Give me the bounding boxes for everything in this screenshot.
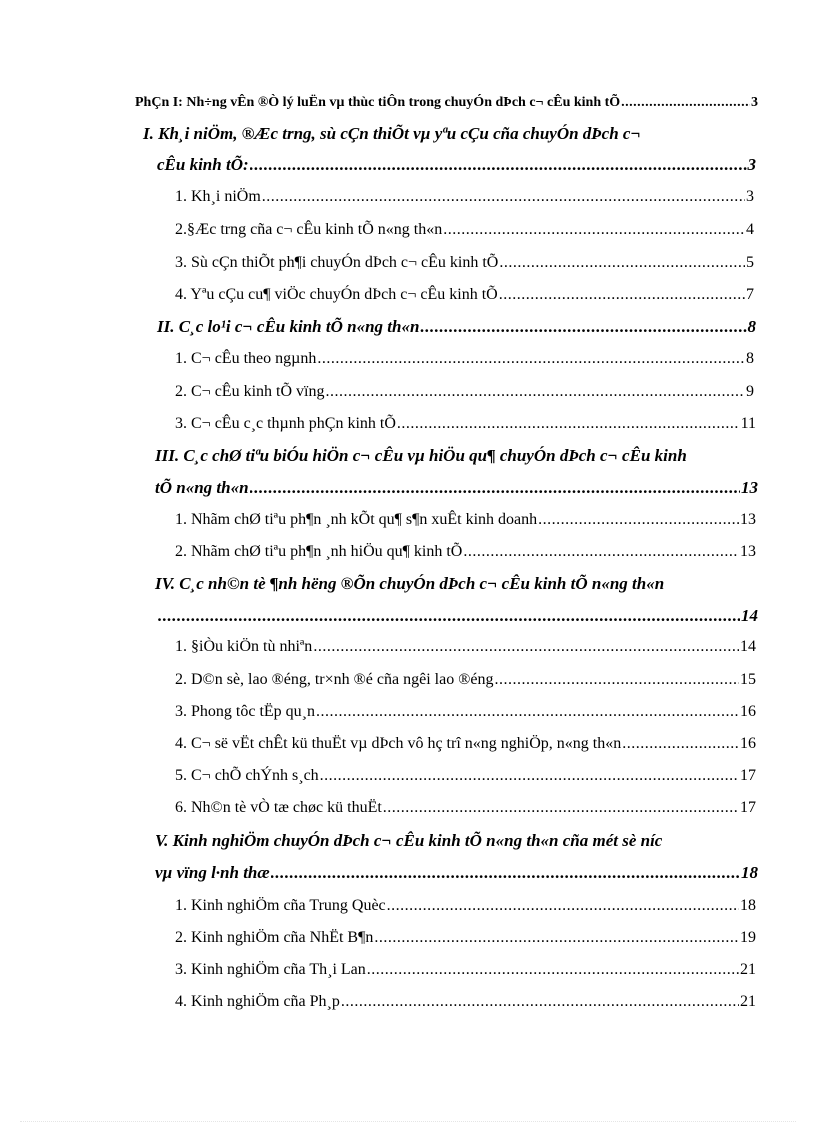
toc-section-1-line1: I. Kh¸i niÖm, ®Æc trng, sù cÇn thiÕt vµ yªu cÇu cña chuyÓn dÞch c¬ (143, 124, 641, 143)
toc-page-number: 18 (741, 863, 758, 882)
toc-item (175, 671, 756, 689)
toc-entry-text: 4. Yªu cÇu cu¶ viÖc chuyÓn dÞch c¬ cÊu kinh tÕ (175, 286, 498, 303)
toc-entry-text: 4. C¬ së vËt chÊt kü thuËt vµ dÞch vô hç trî n«ng nghiÖp, n«ng th«n (175, 735, 622, 752)
leader-dots (320, 767, 739, 785)
toc-entry-text: cÊu kinh tÕ: (157, 155, 249, 174)
toc-item (175, 286, 754, 304)
toc-page-number: 13 (741, 478, 758, 497)
toc-page-number: 9 (746, 383, 754, 400)
toc-entry-text: 1. Kinh nghiÖm cña Trung Quèc (175, 897, 386, 914)
leader-dots (262, 188, 745, 206)
toc-item (175, 993, 756, 1011)
toc-entry-text: 2. Nhãm chØ tiªu ph¶n ¸nh hiÖu qu¶ kinh tÕ (175, 543, 463, 560)
toc-item (175, 221, 754, 239)
toc-part-1 (135, 95, 758, 111)
leader-dots (397, 415, 740, 433)
toc-page-number: 4 (746, 221, 754, 238)
toc-item (175, 961, 756, 979)
toc-page-number: 18 (740, 897, 756, 914)
toc-page-number: 13 (740, 543, 756, 560)
toc-page-number: 3 (747, 155, 756, 174)
leader-dots (387, 897, 739, 915)
toc-item (175, 929, 756, 947)
leader-dots (367, 961, 739, 979)
leader-dots (383, 799, 739, 817)
toc-entry-text: 1. Kh¸i niÖm (175, 188, 261, 205)
toc-page-number: 11 (740, 415, 756, 432)
leader-dots (271, 863, 740, 883)
toc-item (175, 350, 754, 368)
toc-item (175, 897, 756, 915)
toc-entry-text: 1. C¬ cÊu theo ngµnh (175, 350, 317, 367)
toc-entry-text: 2. Kinh nghiÖm cña NhËt B¶n (175, 929, 374, 946)
toc-entry-text: 3. Sù cÇn thiÕt ph¶i chuyÓn dÞch c¬ cÊu kinh tÕ (175, 254, 499, 271)
toc-page-number: 17 (740, 799, 756, 816)
toc-entry-text: 2.§Æc trng cña c¬ cÊu kinh tÕ n«ng th«n (175, 221, 443, 238)
toc-page-number: 3 (746, 188, 754, 205)
toc-entry-text: 4. Kinh nghiÖm cña Ph¸p (175, 993, 340, 1010)
leader-dots (621, 95, 750, 111)
toc-section-5 (155, 863, 758, 883)
toc-section-3 (155, 478, 758, 498)
toc-item (175, 703, 756, 721)
toc-section-4 (157, 606, 758, 626)
toc-entry-text: tÕ n«ng th«n (155, 478, 249, 497)
toc-page-number: 13 (740, 511, 756, 528)
toc-entry-text: 2. D©n sè, lao ®éng, tr×nh ®é cña ngêi lao ®éng (175, 671, 494, 688)
leader-dots (316, 703, 739, 721)
toc-page-number: 21 (740, 993, 756, 1010)
leader-dots (317, 350, 745, 368)
toc-page-number: 19 (740, 929, 756, 946)
toc-entry-text: 3. Phong tôc tËp qu¸n (175, 703, 315, 720)
leader-dots (313, 638, 739, 656)
toc-item (175, 638, 756, 656)
toc-entry-text: vµ vïng l·nh thæ (155, 863, 270, 882)
toc-page-number: 8 (746, 350, 754, 367)
leader-dots (463, 543, 739, 561)
leader-dots (622, 735, 739, 753)
toc-item (175, 543, 756, 561)
leader-dots (499, 286, 745, 304)
toc-section-2 (157, 317, 756, 337)
toc-item (175, 415, 756, 433)
toc-page-number: 14 (741, 606, 758, 625)
toc-page-number: 16 (740, 703, 756, 720)
toc-item (175, 383, 754, 401)
toc-entry-text: 6. Nh©n tè vÒ tæ chøc kü thuËt (175, 799, 382, 816)
toc-item (175, 767, 756, 785)
toc-page-number: 15 (740, 671, 756, 688)
toc-item (175, 735, 756, 753)
toc-page-number: 16 (740, 735, 756, 752)
leader-dots (420, 317, 746, 337)
toc-entry-text: II. C¸c lo¹i c¬ cÊu kinh tÕ n«ng th«n (157, 317, 420, 336)
toc-page-number: 21 (740, 961, 756, 978)
toc-page-number: 14 (740, 638, 756, 655)
toc-entry-text: PhÇn I: Nh÷ng vÊn ®Ò lý luËn vµ thùc tiÔn trong chuyÓn dÞch c¬ cÊu kinh tÕ (135, 95, 621, 110)
toc-page-number: 3 (751, 95, 758, 110)
toc-section-3-line1: III. C¸c chØ tiªu biÓu hiÖn c¬ cÊu vµ hiÖu qu¶ chuyÓn dÞch c¬ cÊu kinh (155, 446, 687, 465)
leader-dots (374, 929, 739, 947)
page-bottom-divider (20, 1121, 796, 1122)
leader-dots (250, 478, 740, 498)
toc-page-number: 5 (746, 254, 754, 271)
toc-entry-text: 5. C¬ chÕ chÝnh s¸ch (175, 767, 319, 784)
leader-dots (538, 511, 739, 529)
toc-page-number: 8 (747, 317, 756, 336)
leader-dots (499, 254, 745, 272)
toc-item (175, 799, 756, 817)
leader-dots (158, 606, 740, 626)
toc-entry-text: 1. §iÒu kiÖn tù nhiªn (175, 638, 313, 655)
toc-entry-text: 3. Kinh nghiÖm cña Th¸i Lan (175, 961, 366, 978)
toc-item (175, 188, 754, 206)
toc-page-number: 17 (740, 767, 756, 784)
leader-dots (250, 155, 747, 175)
toc-section-4-line1: IV. C¸c nh©n tè ¶nh hëng ®Õn chuyÓn dÞch c¬ cÊu kinh tÕ n«ng th«n (155, 574, 665, 593)
toc-page-number: 7 (746, 286, 754, 303)
toc-section-1 (157, 155, 756, 175)
toc-item (175, 511, 756, 529)
leader-dots (341, 993, 739, 1011)
toc-section-5-line1: V. Kinh nghiÖm chuyÓn dÞch c¬ cÊu kinh tÕ n«ng th«n cña mét sè níc (155, 831, 663, 850)
toc-item (175, 254, 754, 272)
toc-entry-text: 3. C¬ cÊu c¸c thµnh phÇn kinh tÕ (175, 415, 396, 432)
toc-entry-text: 2. C¬ cÊu kinh tÕ vïng (175, 383, 325, 400)
toc-entry-text: 1. Nhãm chØ tiªu ph¶n ¸nh kÕt qu¶ s¶n xuÊt kinh doanh (175, 511, 538, 528)
leader-dots (494, 671, 739, 689)
leader-dots (443, 221, 745, 239)
leader-dots (325, 383, 745, 401)
